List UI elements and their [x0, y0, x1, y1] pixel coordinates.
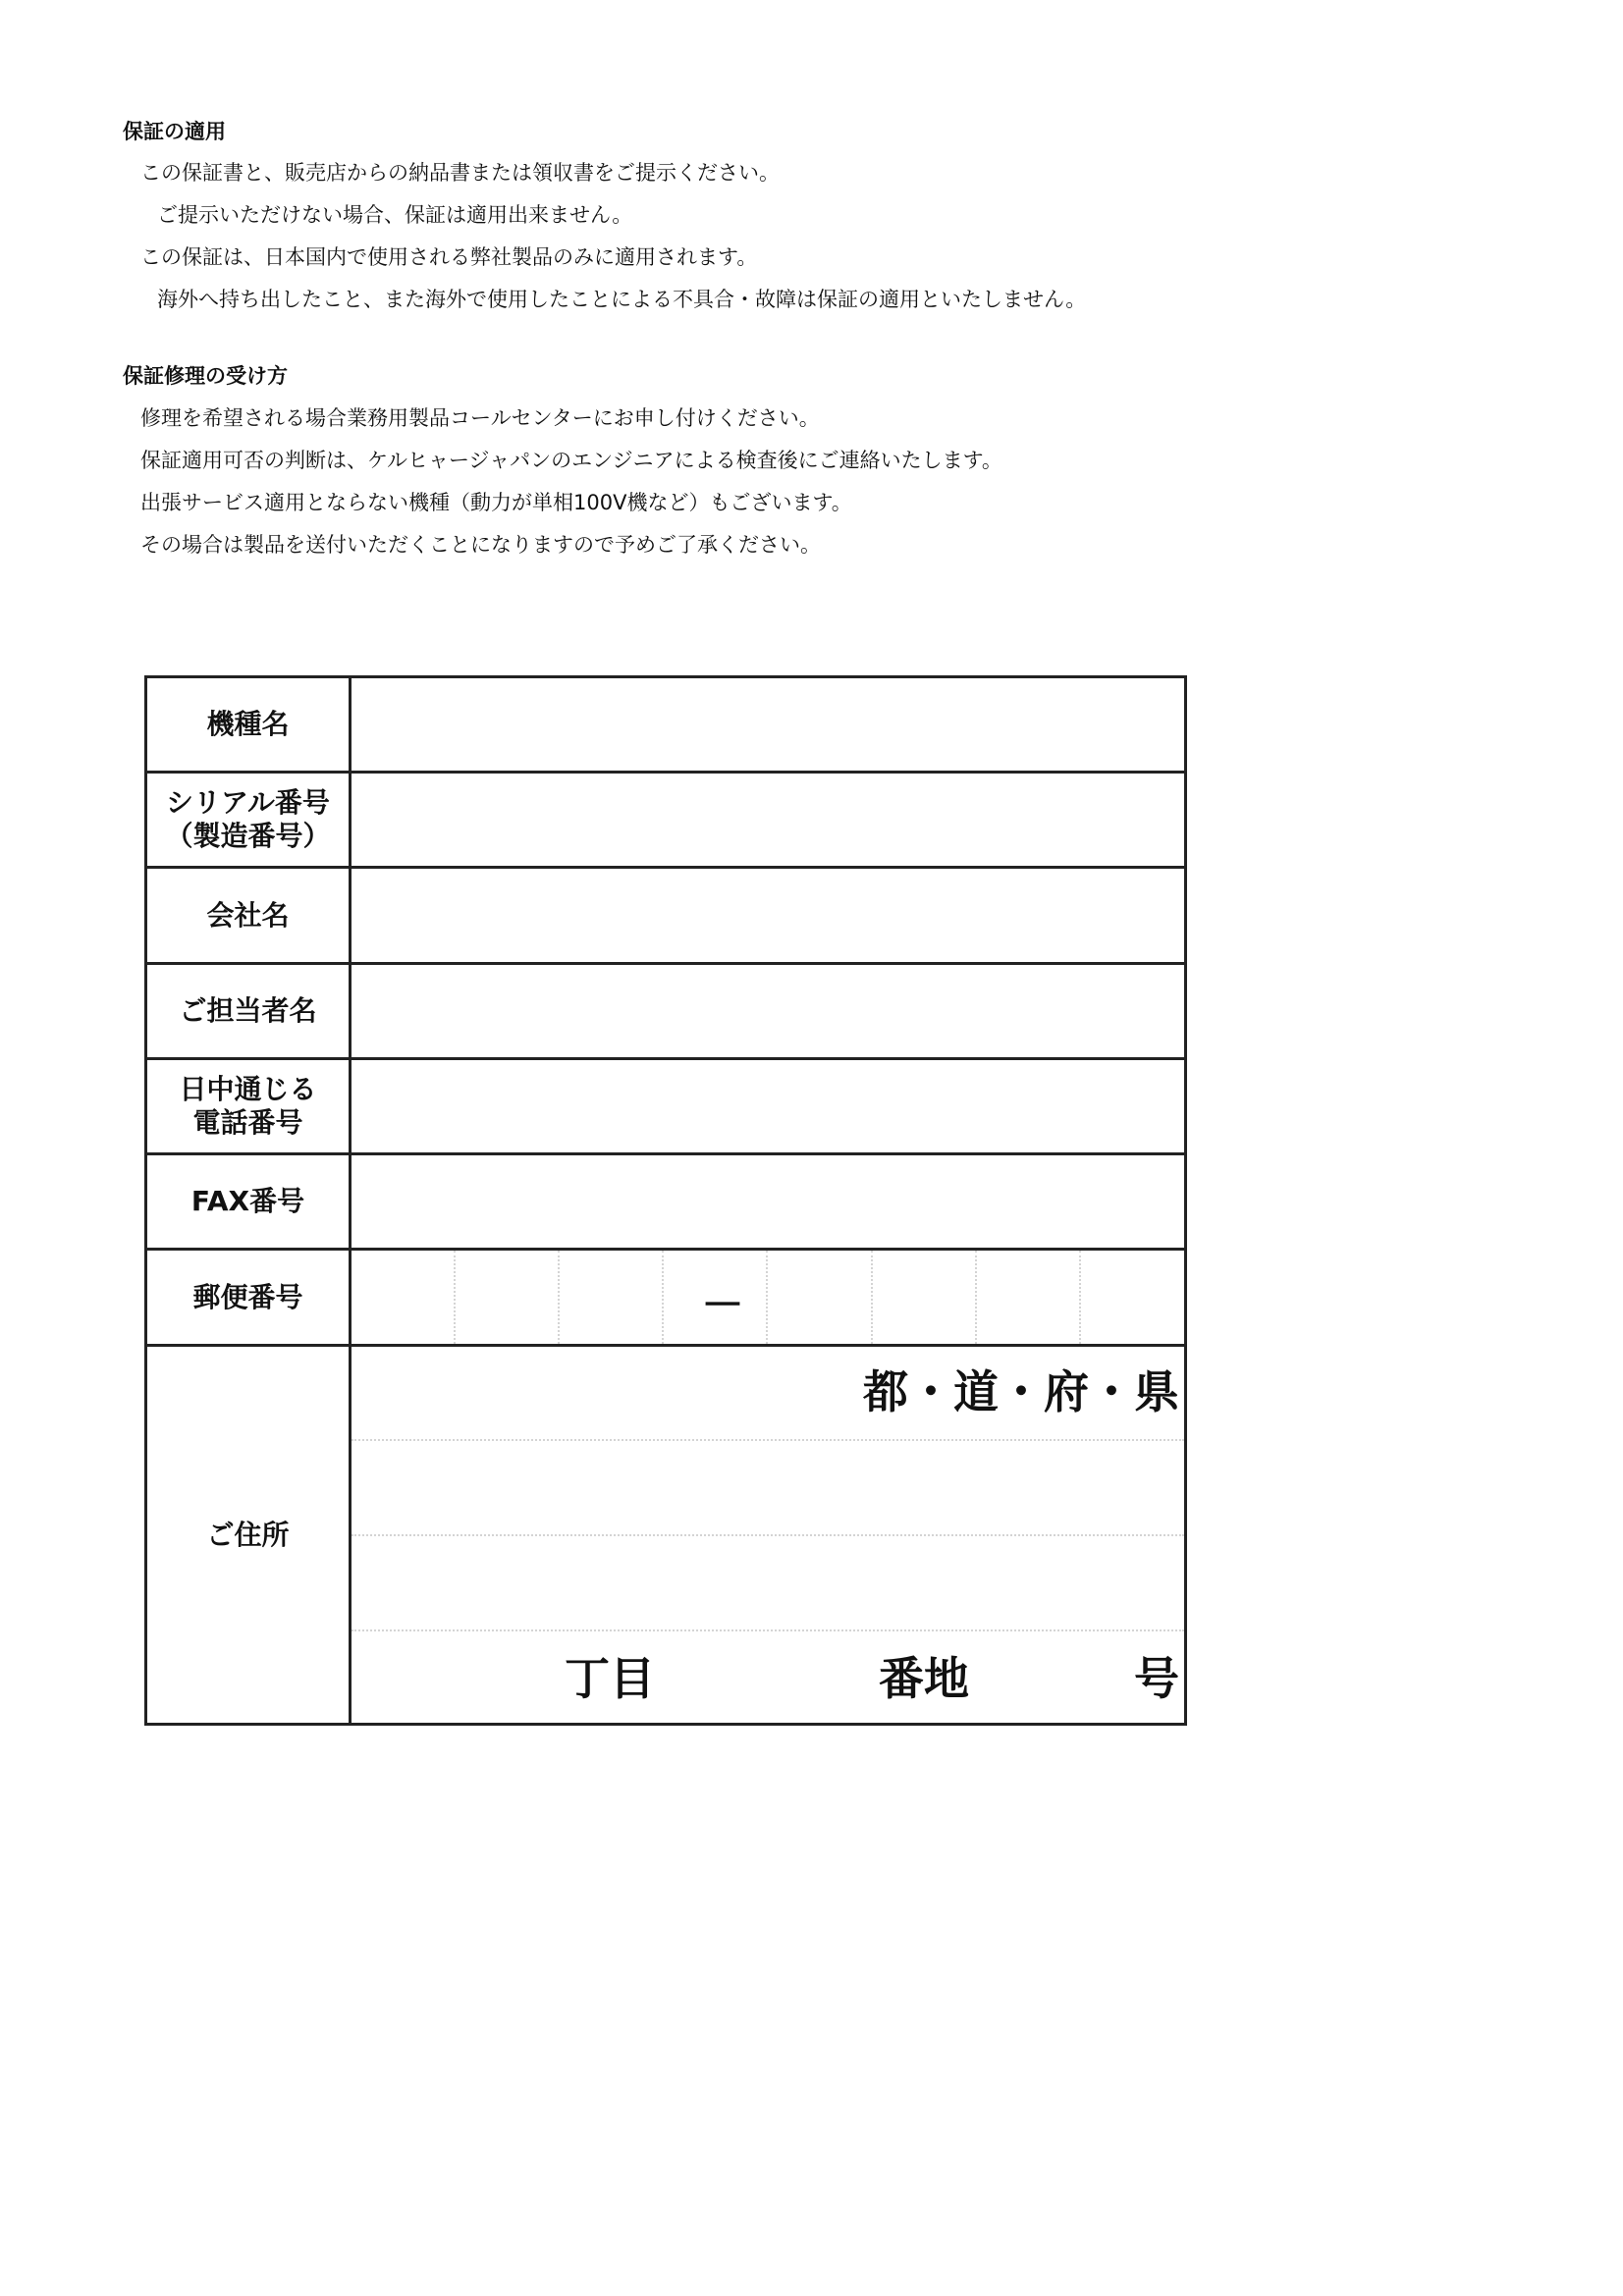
prefecture-suffix: 都・道・府・県 [863, 1365, 1179, 1418]
postal-code-separator: － [701, 1280, 744, 1330]
postal-code-field[interactable] [352, 1251, 1184, 1344]
chome-label: 丁目 [565, 1652, 655, 1705]
address-line-3-field[interactable] [352, 1537, 1184, 1629]
warranty-scope-line-1: この保証書と、販売店からの納品書または領収書をご提示ください。 [140, 161, 780, 185]
serial-number-label: シリアル番号 （製造番号） [165, 786, 331, 852]
warranty-registration-form [144, 675, 1187, 1726]
repair-procedure-line-1: 修理を希望される場合業務用製品コールセンターにお申し付けください。 [140, 406, 820, 430]
warranty-scope-title: 保証の適用 [123, 120, 226, 143]
banchi-label: 番地 [879, 1652, 969, 1705]
warranty-scope-line-3: この保証は、日本国内で使用される弊社製品のみに適用されます。 [140, 245, 758, 269]
address-line-2-field[interactable] [352, 1442, 1184, 1534]
fax-number-field[interactable] [352, 1155, 1184, 1248]
address-label: ご住所 [206, 1518, 290, 1551]
repair-procedure-line-2: 保証適用可否の判断は、ケルヒャージャパンのエンジニアによる検査後にご連絡いたします。 [140, 449, 1002, 472]
repair-procedure-line-4: その場合は製品を送付いただくことになりますので予めご了承ください。 [140, 533, 821, 557]
daytime-phone-field[interactable] [352, 1060, 1184, 1152]
serial-number-field[interactable] [352, 774, 1184, 866]
contact-person-field[interactable] [352, 965, 1184, 1057]
fax-number-label: FAX番号 [190, 1185, 305, 1217]
repair-procedure-title: 保証修理の受け方 [123, 364, 288, 388]
postal-code-label: 郵便番号 [192, 1280, 303, 1313]
warranty-scope-line-2: ご提示いただけない場合、保証は適用出来ません。 [157, 203, 633, 227]
company-name-field[interactable] [352, 869, 1184, 962]
go-label: 号 [1134, 1652, 1179, 1705]
company-name-label: 会社名 [206, 898, 290, 932]
contact-person-label: ご担当者名 [179, 994, 317, 1027]
model-name-field[interactable] [352, 678, 1184, 771]
warranty-scope-line-4: 海外へ持ち出したこと、また海外で使用したことによる不具合・故障は保証の適用といたしません。 [157, 288, 1087, 311]
model-name-label: 機種名 [206, 708, 290, 740]
repair-procedure-line-3: 出張サービス適用とならない機種（動力が単相100V機など）もございます。 [140, 491, 852, 514]
address-number-field[interactable] [352, 1632, 1184, 1723]
daytime-phone-label: 日中通じる 電話番号 [179, 1073, 317, 1139]
